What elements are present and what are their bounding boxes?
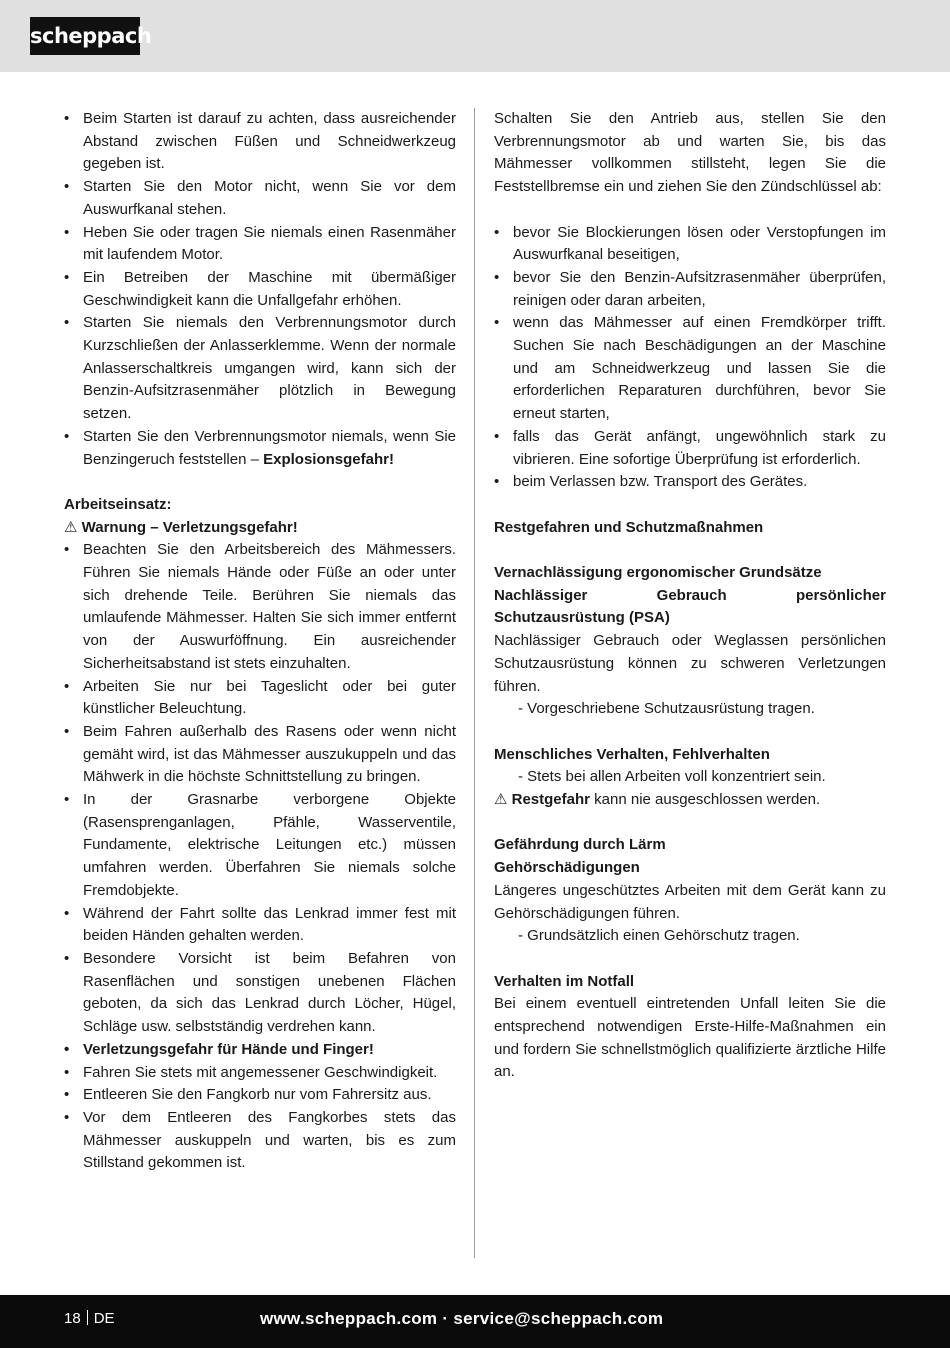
heading-psa: Nachlässiger Gebrauch persönlicher Schutzausrüstung (PSA): [494, 586, 886, 627]
paragraph-noise: Längeres ungeschütztes Arbeiten mit dem Gerät kann zu Gehörschädigungen führen.: [494, 881, 886, 922]
list-item: • In der Grasnarbe verborgene Objekte (Rasensprenganlagen, Pfähle, Wasserventile, Fundamente, elektrische Leitungen etc.) müssen umfahren werden. Überfahren Sie niemals solche Fremdobjekte.: [64, 789, 456, 903]
residual-risk-text: kann nie ausgeschlossen werden.: [589, 791, 821, 809]
shutdown-list: [494, 222, 886, 494]
list-item: • Starten Sie den Motor nicht, wenn Sie vor dem Auswurfkanal stehen.: [64, 176, 456, 221]
heading-noise: Gefährdung durch Lärm: [494, 836, 666, 854]
dash-item-psa: - Vorgeschriebene Schutzausrüstung tragen.: [518, 700, 815, 718]
heading-hearing-damage: Gehörschädigungen: [494, 859, 640, 877]
right-column: [494, 108, 886, 1084]
column-divider: [474, 108, 475, 1258]
page-header: [0, 0, 950, 72]
heading-emergency: Verhalten im Notfall: [494, 972, 635, 990]
list-item: • Beachten Sie den Arbeitsbereich des Mähmessers. Führen Sie niemals Hände oder Füße an oder unter sich drehende Teile. Berühren Sie niemals das umlaufende Mähmesser. Halten Sie sich immer entfernt von der Auswurföffnung. Ein ausreichender Sicherheitsabstand ist stets einzuhalten.: [64, 539, 456, 675]
dash-item-human: - Stets bei allen Arbeiten voll konzentriert sein.: [518, 768, 826, 786]
dash-item-noise: - Grundsätzlich einen Gehörschutz tragen.: [518, 927, 800, 945]
list-item: • wenn das Mähmesser auf einen Fremdkörper trifft. Suchen Sie nach Beschädigungen an der Maschine und am Schneidwerkzeug und lassen Sie die erforderlichen Reparaturen durchführen, bevor Sie erneut starten,: [494, 312, 886, 426]
heading-residual-risks: Restgefahren und Schutzmaßnahmen: [494, 518, 764, 536]
residual-risk-label: Restgefahr: [511, 791, 590, 809]
list-item-text: Starten Sie den Verbrennungsmotor niemals, wenn Sie Benzingeruch feststellen –: [83, 427, 456, 468]
list-item: • bevor Sie Blockierungen lösen oder Verstopfungen im Auswurfkanal beseitigen,: [494, 222, 886, 267]
list-item: • Starten Sie niemals den Verbrennungsmotor durch Kurzschließen der Anlasserklemme. Wenn der normale Anlasserschaltkreis umgangen wird, kann sich der Benzin-Aufsitzrasenmäher plötzlich in Bewegung setzen.: [64, 312, 456, 426]
shutdown-intro: Schalten Sie den Antrieb aus, stellen Sie den Verbrennungsmotor ab und warten Sie, bis das Mähmesser vollkommen stillsteht, legen Sie die Feststellbremse ein und ziehen Sie den Zündschlüssel ab:: [494, 110, 886, 196]
page-number: [64, 1295, 115, 1343]
warning-line: [64, 517, 456, 540]
heading-ergonomics: Vernachlässigung ergonomischer Grundsätze: [494, 564, 822, 582]
scheppach-logo: scheppach: [30, 17, 140, 55]
list-item: • falls das Gerät anfängt, ungewöhnlich stark zu vibrieren. Eine sofortige Überprüfung ist erforderlich.: [494, 426, 886, 471]
list-item: • Beim Starten ist darauf zu achten, dass ausreichender Abstand zwischen Füßen und Schneidwerkzeug gegeben ist.: [64, 108, 456, 176]
list-item: [64, 426, 456, 471]
start-safety-list: [64, 108, 456, 471]
page-number-value: 18: [64, 1310, 81, 1327]
list-item: • Ein Betreiben der Maschine mit übermäßiger Geschwindigkeit kann die Unfallgefahr erhöhen.: [64, 267, 456, 312]
list-item: • Besondere Vorsicht ist beim Befahren von Rasenflächen und sonstigen unebenen Flächen geboten, da sich das Lenkrad durch Löcher, Hügel, Schläge usw. selbstständig verdrehen kann.: [64, 948, 456, 1039]
list-item: • Heben Sie oder tragen Sie niemals einen Rasenmäher mit laufendem Motor.: [64, 222, 456, 267]
warning-icon: ⚠: [494, 791, 508, 809]
section-heading-arbeitseinsatz: Arbeitseinsatz:: [64, 495, 172, 513]
heading-human-behaviour: Menschliches Verhalten, Fehlverhalten: [494, 745, 770, 763]
work-safety-list: [64, 539, 456, 1175]
language-code: DE: [93, 1310, 115, 1327]
list-item: • Beim Fahren außerhalb des Rasens oder wenn nicht gemäht wird, ist das Mähmesser auszukuppeln und das Mähwerk in die höchste Schnittstellung zu bringen.: [64, 721, 456, 789]
list-item: • Fahren Sie stets mit angemessener Geschwindigkeit.: [64, 1062, 456, 1085]
warning-icon: ⚠: [64, 518, 78, 536]
footer-contact: www.scheppach.com · service@scheppach.com: [260, 1309, 664, 1328]
list-item: • Arbeiten Sie nur bei Tageslicht oder bei guter künstlicher Beleuchtung.: [64, 676, 456, 721]
paragraph-emergency: Bei einem eventuell eintretenden Unfall leiten Sie die entsprechend notwendigen Erste-Hilfe-Maßnahmen ein und fordern Sie schnellstmöglich qualifizierte ärztliche Hilfe an.: [494, 995, 886, 1081]
list-item: • Während der Fahrt sollte das Lenkrad immer fest mit beiden Händen gehalten werden.: [64, 903, 456, 948]
warning-text: Warnung – Verletzungsgefahr!: [81, 518, 298, 536]
left-column: [64, 108, 456, 1175]
list-item: • Vor dem Entleeren des Fangkorbes stets das Mähmesser auskuppeln und warten, bis es zum Stillstand gekommen ist.: [64, 1107, 456, 1175]
paragraph-psa: Nachlässiger Gebrauch oder Weglassen persönlichen Schutzausrüstung können zu schweren Verletzungen führen.: [494, 632, 886, 695]
page-footer: [0, 1295, 950, 1348]
list-item: • Entleeren Sie den Fangkorb nur vom Fahrersitz aus.: [64, 1084, 456, 1107]
explosion-warning: Explosionsgefahr!: [263, 450, 394, 468]
list-item-hand-warning: • Verletzungsgefahr für Hände und Finger!: [64, 1039, 456, 1062]
list-item: • beim Verlassen bzw. Transport des Gerätes.: [494, 471, 886, 494]
residual-risk-warning: [494, 789, 886, 812]
list-item: • bevor Sie den Benzin-Aufsitzrasenmäher überprüfen, reinigen oder daran arbeiten,: [494, 267, 886, 312]
